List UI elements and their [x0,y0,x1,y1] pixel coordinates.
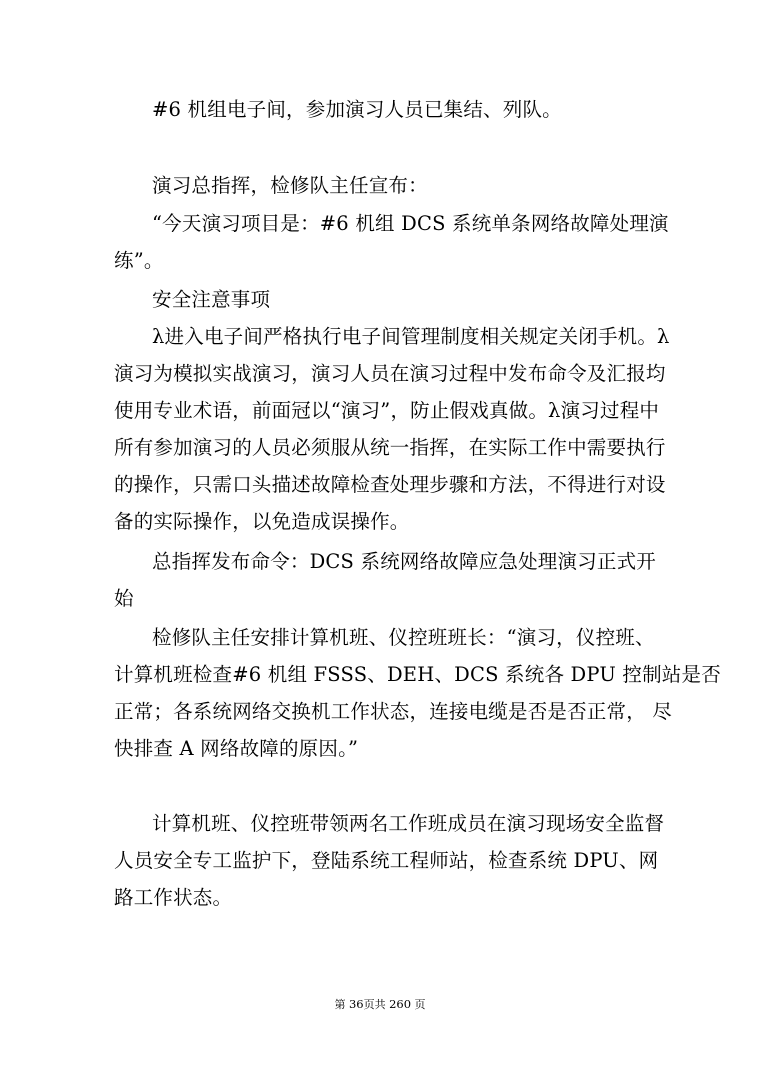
paragraph-5-line-4: 所有参加演习的人员必须服从统一指挥，在实际工作中需要执行 [114,436,666,459]
footer-suffix: 页 [414,998,426,1011]
paragraph-5-line-3: 使用专业术语，前面冠以“演习”，防止假戏真做。λ演习过程中 [114,399,660,422]
paragraph-6-line-1: 总指挥发布命令：DCS 系统网络故障应急处理演习正式开 [152,550,657,573]
paragraph-7-line-4: 快排查 A 网络故障的原因。” [114,737,359,760]
paragraph-5-line-1: λ进入电子间严格执行电子间管理制度相关规定关闭手机。λ [152,325,670,348]
total-page-count: 260 [389,997,412,1011]
paragraph-3-line-1: “今天演习项目是：#6 机组 DCS 系统单条网络故障处理演 [152,212,669,235]
paragraph-4-line-1: 安全注意事项 [152,288,271,311]
paragraph-8-line-1: 计算机班、仪控班带领两名工作班成员在演习现场安全监督 [152,812,665,835]
page-footer [0,996,760,1013]
paragraph-5-line-6: 备的实际操作，以免造成误操作。 [114,510,410,533]
paragraph-8-line-2: 人员安全专工监护下，登陆系统工程师站，检查系统 DPU、网 [114,849,659,872]
paragraph-3-line-2: 练”。 [114,249,164,272]
paragraph-7-line-3: 正常；各系统网络交换机工作状态，连接电缆是否是否正常， 尽 [114,700,672,723]
paragraph-7-line-1: 检修队主任安排计算机班、仪控班班长：“演习，仪控班、 [152,626,655,649]
paragraph-7-line-2: 计算机班检查#6 机组 FSSS、DEH、DCS 系统各 DPU 控制站是否 [114,663,721,686]
current-page-number: 36 [348,997,364,1011]
paragraph-5-line-5: 的操作，只需口头描述故障检查处理步骤和方法，不得进行对设 [114,473,666,496]
paragraph-5-line-2: 演习为模拟实战演习，演习人员在演习过程中发布命令及汇报均 [114,362,666,385]
paragraph-8-line-3: 路工作状态。 [114,886,233,909]
paragraph-2-line-1: 演习总指挥，检修队主任宣布： [152,174,428,197]
paragraph-6-line-2: 始 [114,587,134,610]
paragraph-1-line-1: #6 机组电子间，参加演习人员已集结、列队。 [152,98,562,121]
footer-middle: 页共 [363,998,386,1011]
footer-prefix: 第 [334,998,346,1011]
